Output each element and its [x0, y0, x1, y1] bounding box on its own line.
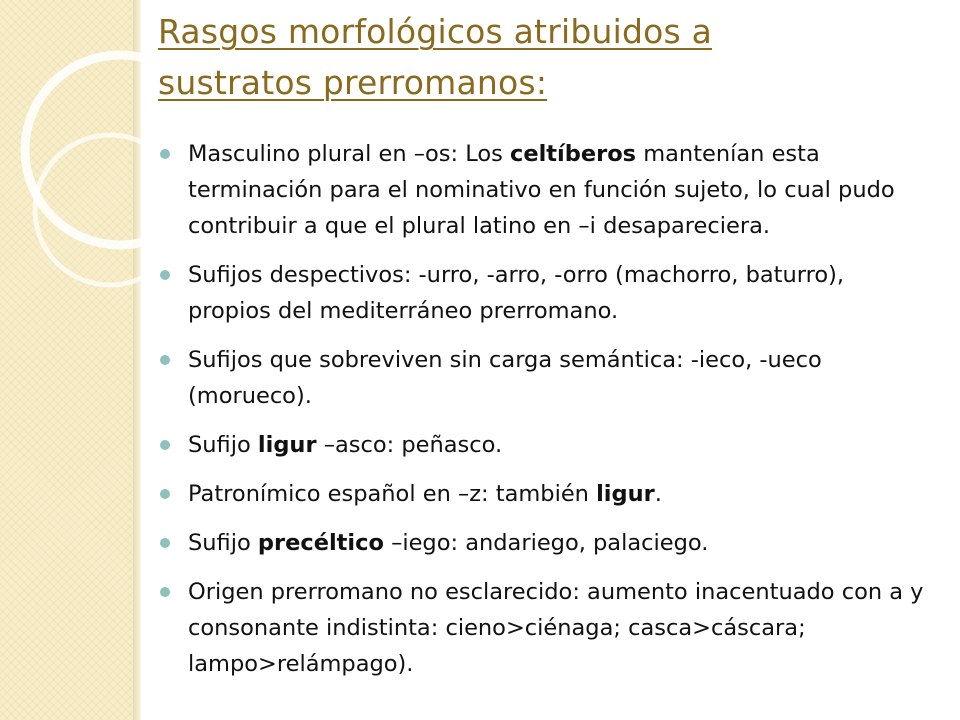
- bullet-dot-icon: [160, 538, 170, 548]
- bullet-list: [160, 136, 930, 695]
- bullet-item: Masculino plural en –os: Los celtíberos mantenían esta terminación para el nominativo en función sujeto, lo cual pudo contribuir a que el plural latino en –i desapareciera.: [160, 136, 930, 244]
- bullet-item: Sufijo precéltico –iego: andariego, palaciego.: [160, 525, 930, 561]
- bullet-item: Sufijo ligur –asco: peñasco.: [160, 427, 930, 463]
- bullet-item: Patronímico español en –z: también ligur.: [160, 476, 930, 512]
- bullet-dot-icon: [160, 440, 170, 450]
- title-line-1: Rasgos morfológicos atribuidos a: [158, 12, 713, 51]
- title-line-2: sustratos prerromanos:: [158, 63, 548, 102]
- bullet-item: Origen prerromano no esclarecido: aumento inacentuado con a y consonante indistinta: cieno>ciénaga; casca>cáscara; lampo>relámpago).: [160, 574, 930, 682]
- bullet-dot-icon: [160, 489, 170, 499]
- bullet-dot-icon: [160, 270, 170, 280]
- bullet-dot-icon: [160, 587, 170, 597]
- bullet-dot-icon: [160, 355, 170, 365]
- bullet-item: Sufijos despectivos: -urro, -arro, -orro (machorro, baturro), propios del mediterráneo prerromano.: [160, 257, 930, 329]
- slide-title: [158, 6, 938, 108]
- bullet-dot-icon: [160, 149, 170, 159]
- bullet-item: Sufijos que sobreviven sin carga semántica: -ieco, -ueco (morueco).: [160, 342, 930, 414]
